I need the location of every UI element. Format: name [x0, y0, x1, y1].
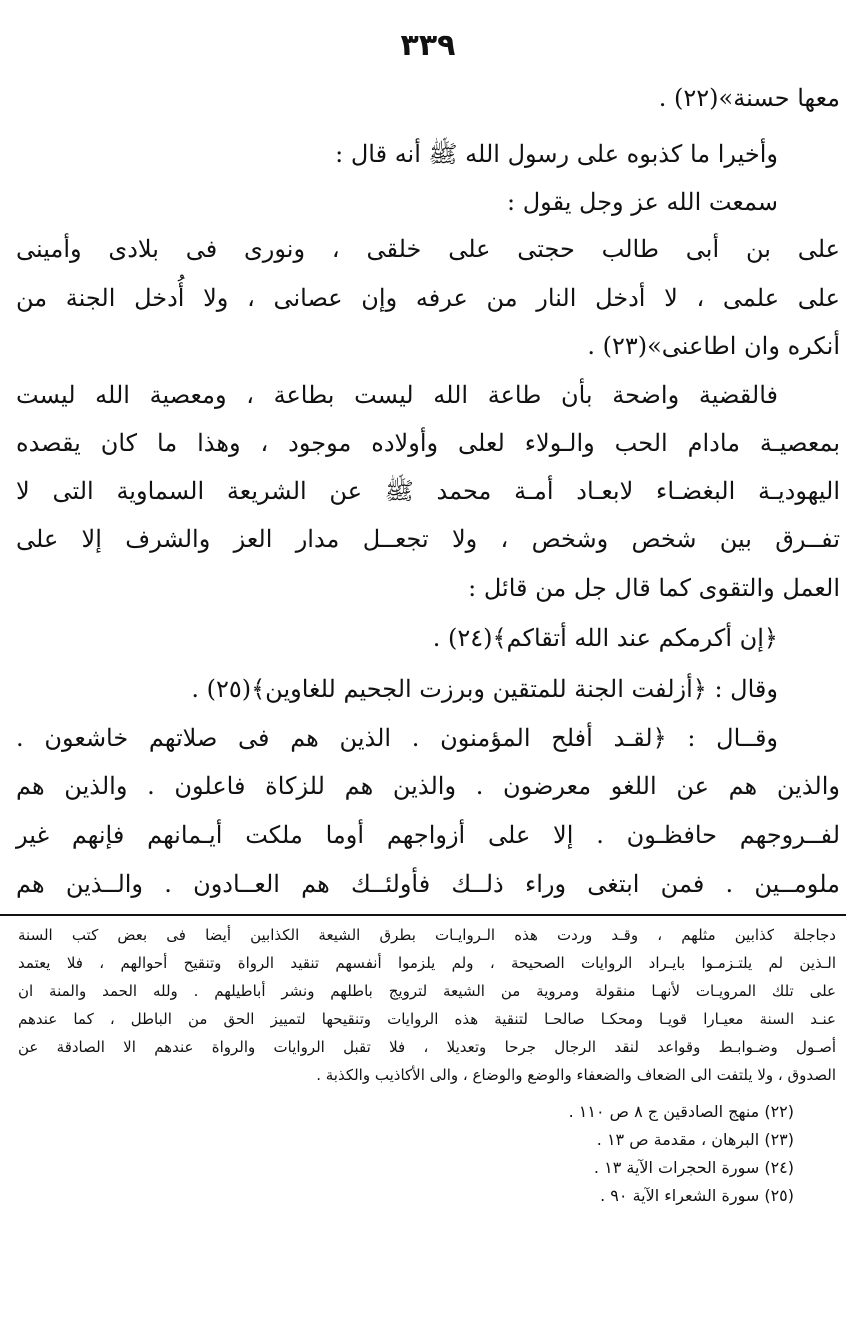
body-line: وأخيرا ما كذبوه على رسول الله ﷺ أنه قال :: [335, 140, 778, 168]
body-line: على علمى ، لا أدخل النار من عرفه وإن عصانى ، ولا أُدخل الجنة من: [16, 284, 840, 312]
reference-25: (٢٥) سورة الشعراء الآية ٩٠ .: [600, 1186, 794, 1205]
body-line: لفــروجهم حافظـون . إلا على أزواجهم أوما ملكت أيـمانهم فإنهم غير: [16, 821, 840, 849]
body-line: والذين هم عن اللغو معرضون . والذين هم للزكاة فاعلون . والذين هم: [16, 772, 840, 800]
body-line: معها حسنة»(٢٢) .: [658, 84, 840, 112]
body-line: ملومــين . فمن ابتغى وراء ذلــك فأولئــك هم العــادون . والــذين هم: [16, 870, 840, 898]
reference-24: (٢٤) سورة الحجرات الآية ١٣ .: [593, 1158, 794, 1177]
body-line: ﴿إن أكرمكم عند الله أتقاكم﴾(٢٤) .: [432, 624, 778, 652]
body-line: اليهوديـة البغضـاء لابعـاد أمـة محمد ﷺ عن الشريعة السماوية التى لا: [16, 477, 840, 505]
body-line: بمعصيـة مادام الحب والـولاء لعلى وأولاده موجود ، وهذا ما كان يقصده: [16, 429, 840, 457]
body-line: على بن أبى طالب حجتى على خلقى ، ونورى فى بلادى وأمينى: [16, 235, 841, 263]
body-line: فالقضية واضحة بأن طاعة الله ليست بطاعة ، ومعصية الله ليست: [16, 381, 778, 409]
reference-22: (٢٢) منهج الصادقين ج ٨ ص ١١٠ .: [568, 1102, 794, 1121]
body-line: وقــال : ﴿لقـد أفلح المؤمنون . الذين هم فى صلاتهم خاشعون .: [16, 724, 778, 752]
body-line: سمعت الله عز وجل يقول :: [507, 188, 778, 216]
footnote-line: أصـول وضـوابـط وقواعد لنقد الرجال جرحا وتعديلا ، فلا تقبل الروايات والرواة عندهم الا الصادقة عن: [18, 1038, 836, 1056]
body-line: العمل والتقوى كما قال جل من قائل :: [468, 574, 840, 602]
body-line: تفــرق بين شخص وشخص ، ولا تجعــل مدار العز والشرف إلا على: [16, 525, 840, 553]
body-line: وقال : ﴿أزلفت الجنة للمتقين وبرزت الجحيم للغاوين﴾(٢٥) .: [191, 675, 778, 703]
reference-23: (٢٣) البرهان ، مقدمة ص ١٣ .: [596, 1130, 794, 1149]
footnote-line: الـذين لم يلتـزمـوا بايـراد الروايات الصحيحة ، ولم يلزموا أنفسهم تنقيد الرواة وتنقيح أحوالهم ، فلا يعتمد: [18, 954, 836, 972]
footnote-line: على تلك المرويـات لأنهـا منقولة ومروية من الشيعة لترويج باطلهم ونشر أباطيلهم . ولله الحمد والمنة ان: [18, 982, 836, 1000]
body-line: أنكره وان اطاعنى»(٢٣) .: [587, 332, 840, 360]
footnote-line: دجاجلة كذابين مثلهم ، وقـد وردت هذه الـروايـات بطرق الشيعة الكذابين أيضا فى بعض كتب السنة: [18, 926, 836, 944]
footnote-line: الصدوق ، ولا يلتفت الى الضعاف والضعفاء والوضع والوضاع ، والى الأكاذيب والكذبة .: [316, 1066, 836, 1084]
page-number: ٣٣٩: [400, 28, 456, 63]
footnote-line: عنـد السنة معيـارا قويـا ومحكـا صالحـا لتنقية هذه الروايات وتنقيحها لتمييز الحق من الباطل ، كما عندهم: [18, 1010, 836, 1028]
footnote-separator: [0, 914, 846, 916]
